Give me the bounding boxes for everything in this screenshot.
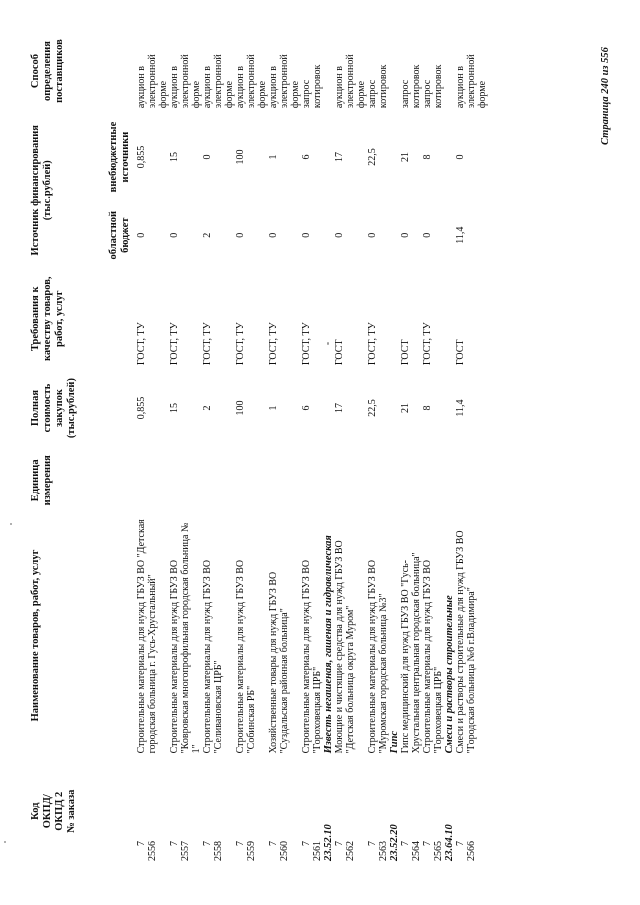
- item-method: запрос котировок: [400, 64, 422, 109]
- table-row: [455, 30, 488, 865]
- order-number: 7 2566: [455, 841, 477, 861]
- item-regional: 0: [268, 232, 279, 238]
- item-cost: 11,4: [455, 399, 466, 417]
- item-extra: 100: [235, 149, 246, 165]
- item-unit: [169, 447, 202, 514]
- item-name: Моющие и чистящие средства для нужд ГБУЗ ВО "Детская больница округа Муром": [334, 540, 356, 754]
- item-unit: [136, 447, 169, 514]
- order-number: 7 2559: [235, 841, 257, 861]
- order-number: 7 2560: [268, 841, 290, 861]
- item-cost: 17: [334, 403, 345, 414]
- item-extra: 0: [455, 154, 466, 160]
- table-header-row: [30, 30, 108, 865]
- order-number: 7 2556: [136, 841, 158, 861]
- order-number: 7 2564: [400, 841, 422, 861]
- table-row: [334, 30, 367, 865]
- item-requirements: ГОСТ, ТУ: [202, 322, 213, 366]
- item-requirements: ГОСТ: [334, 339, 345, 366]
- header-code-line: ОКПД/: [42, 794, 54, 829]
- group-row: [389, 30, 400, 865]
- procurement-table: [30, 30, 488, 865]
- item-regional: 0: [169, 232, 180, 238]
- item-cost: 6: [301, 405, 312, 411]
- item-requirements: ГОСТ, ТУ: [367, 322, 378, 366]
- item-requirements: ГОСТ: [455, 339, 466, 366]
- item-requirements: ГОСТ, ТУ: [235, 322, 246, 366]
- okpd-code: 23.64.10: [444, 824, 455, 861]
- item-unit: [422, 447, 444, 514]
- group-row: [444, 30, 455, 865]
- group-name: Гипс: [389, 730, 400, 754]
- order-number: 7 2563: [367, 841, 389, 861]
- item-name: Строительные материалы для нужд ГБУЗ ВО "Собинская РБ": [235, 559, 257, 754]
- header-code-line: № заказа: [66, 789, 78, 833]
- item-requirements: ГОСТ, ТУ: [268, 322, 279, 366]
- item-requirements: ГОСТ, ТУ: [136, 322, 147, 366]
- item-extra: 1: [268, 154, 279, 160]
- item-unit: [202, 447, 235, 514]
- item-unit: [334, 447, 367, 514]
- item-unit: [301, 447, 323, 514]
- item-regional: 0: [367, 232, 378, 238]
- header-cost: Полная стоимость закупок (тыс.рублей): [30, 378, 78, 439]
- item-name: Смеси и растворы строительные для нужд ГБУЗ ВО "Городская больница №6 г.Владимира": [455, 530, 477, 754]
- group-name: Известь негашеная, гашеная и гидравлическая: [323, 535, 334, 754]
- header-code-line: ОКПД 2: [54, 791, 66, 831]
- item-unit: [268, 447, 301, 514]
- table-row: [202, 30, 235, 865]
- item-cost: 0,855: [136, 396, 147, 420]
- table-row: [422, 30, 444, 865]
- item-name: Строительные материалы для нужд ГБУЗ ВО "Гороховецкая ЦРБ": [301, 559, 323, 754]
- header-method: Способ определения поставщиков: [30, 39, 66, 103]
- item-regional: 11,4: [455, 226, 466, 244]
- item-method: аукцион в электронной форме: [268, 54, 301, 109]
- item-requirements: ГОСТ, ТУ: [301, 322, 312, 366]
- item-method: аукцион в электронной форме: [235, 54, 268, 109]
- item-method: аукцион в электронной форме: [455, 54, 488, 109]
- item-name: Строительные материалы для нужд ГБУЗ ВО "Гороховецкая ЦРБ": [422, 559, 444, 754]
- header-unit: Единица измерения: [30, 455, 54, 506]
- item-name: Хозяйственные товары для нужд ГБУЗ ВО "Суздальская районная больница": [268, 571, 290, 754]
- item-method: запрос котировок: [422, 64, 444, 109]
- table-row: [301, 30, 323, 865]
- item-unit: [400, 447, 422, 514]
- item-requirements: ГОСТ, ТУ: [169, 322, 180, 366]
- item-regional: 0: [400, 232, 411, 238]
- item-name: Строительные материалы для нужд ГБУЗ ВО "Селивановская ЦРБ": [202, 559, 224, 754]
- order-number: 7 2561: [301, 841, 323, 861]
- okpd-code: 23.52.20: [389, 824, 400, 861]
- header-code: [30, 757, 136, 865]
- item-cost: 100: [235, 400, 246, 416]
- item-cost: 21: [400, 403, 411, 414]
- table-row: [367, 30, 389, 865]
- item-cost: 1: [268, 405, 279, 411]
- item-name: Гипс медицинский для нужд ГБУЗ ВО "Гусь-Хрустальная центральная городская больница": [400, 552, 422, 754]
- header-name: Наименование товаров, работ, услуг: [30, 549, 41, 722]
- item-regional: 0: [422, 232, 433, 238]
- table-row: [235, 30, 268, 865]
- order-number: 7 2557: [169, 841, 191, 861]
- item-extra: 17: [334, 152, 345, 163]
- item-name: Строительные материалы для нужд ГБУЗ ВО "Ковровская многопрофильная городская больница № 1": [169, 522, 202, 754]
- item-extra: 0,855: [136, 145, 147, 169]
- header-regional-budget: областной бюджет: [108, 210, 132, 260]
- item-cost: 15: [169, 403, 180, 414]
- item-cost: 8: [422, 405, 433, 411]
- table-row: [400, 30, 422, 865]
- group-name: Смеси и растворы строительные: [444, 595, 455, 754]
- okpd-code: 23.52.10: [323, 824, 334, 861]
- item-cost: 22,5: [367, 399, 378, 417]
- item-method: аукцион в электронной форме: [136, 54, 169, 109]
- order-number: 7 2558: [202, 841, 224, 861]
- item-requirements: ГОСТ, ТУ: [422, 322, 433, 366]
- item-name: Строительные материалы для нужд ГБУЗ ВО "Муромская городская больница №3": [367, 559, 389, 754]
- header-extra-budget: внебюджетные источники: [108, 121, 132, 193]
- item-regional: 0: [235, 232, 246, 238]
- scan-speck: [327, 342, 329, 345]
- item-extra: 15: [169, 152, 180, 163]
- item-method: запрос котировок: [301, 64, 323, 109]
- item-method: аукцион в электронной форме: [169, 54, 202, 109]
- item-unit: [235, 447, 268, 514]
- item-extra: 22,5: [367, 148, 378, 166]
- scan-speck: [4, 841, 6, 843]
- order-number: 7 2565: [422, 841, 444, 861]
- item-method: запрос котировок: [367, 64, 389, 109]
- table-body: [136, 30, 488, 865]
- scan-speck: [10, 523, 12, 525]
- item-regional: 2: [202, 232, 213, 238]
- item-method: аукцион в электронной форме: [202, 54, 235, 109]
- item-extra: 0: [202, 154, 213, 160]
- item-extra: 8: [422, 154, 433, 160]
- page-number: Страница 240 из 556: [600, 47, 611, 145]
- item-regional: 0: [334, 232, 345, 238]
- item-extra: 6: [301, 154, 312, 160]
- item-unit: [367, 447, 389, 514]
- table-row: [136, 30, 169, 865]
- order-number: 7 2562: [334, 841, 356, 861]
- item-method: аукцион в электронной форме: [334, 54, 367, 109]
- item-requirements: ГОСТ: [400, 339, 411, 366]
- item-regional: 0: [301, 232, 312, 238]
- table-row: [268, 30, 301, 865]
- item-name: Строительные материалы для нужд ГБУЗ ВО "Детская городская больница г. Гусь-Хрустальный": [136, 519, 158, 754]
- item-unit: [455, 447, 488, 514]
- header-requirements: Требования к качеству товаров, работ, услуг: [30, 276, 66, 361]
- header-financing: Источник финансирования (тыс.рублей): [30, 125, 54, 256]
- table-row: [169, 30, 202, 865]
- item-regional: 0: [136, 232, 147, 238]
- item-extra: 21: [400, 152, 411, 163]
- item-cost: 2: [202, 405, 213, 411]
- group-row: [323, 30, 334, 865]
- header-code-line: Код: [30, 802, 41, 820]
